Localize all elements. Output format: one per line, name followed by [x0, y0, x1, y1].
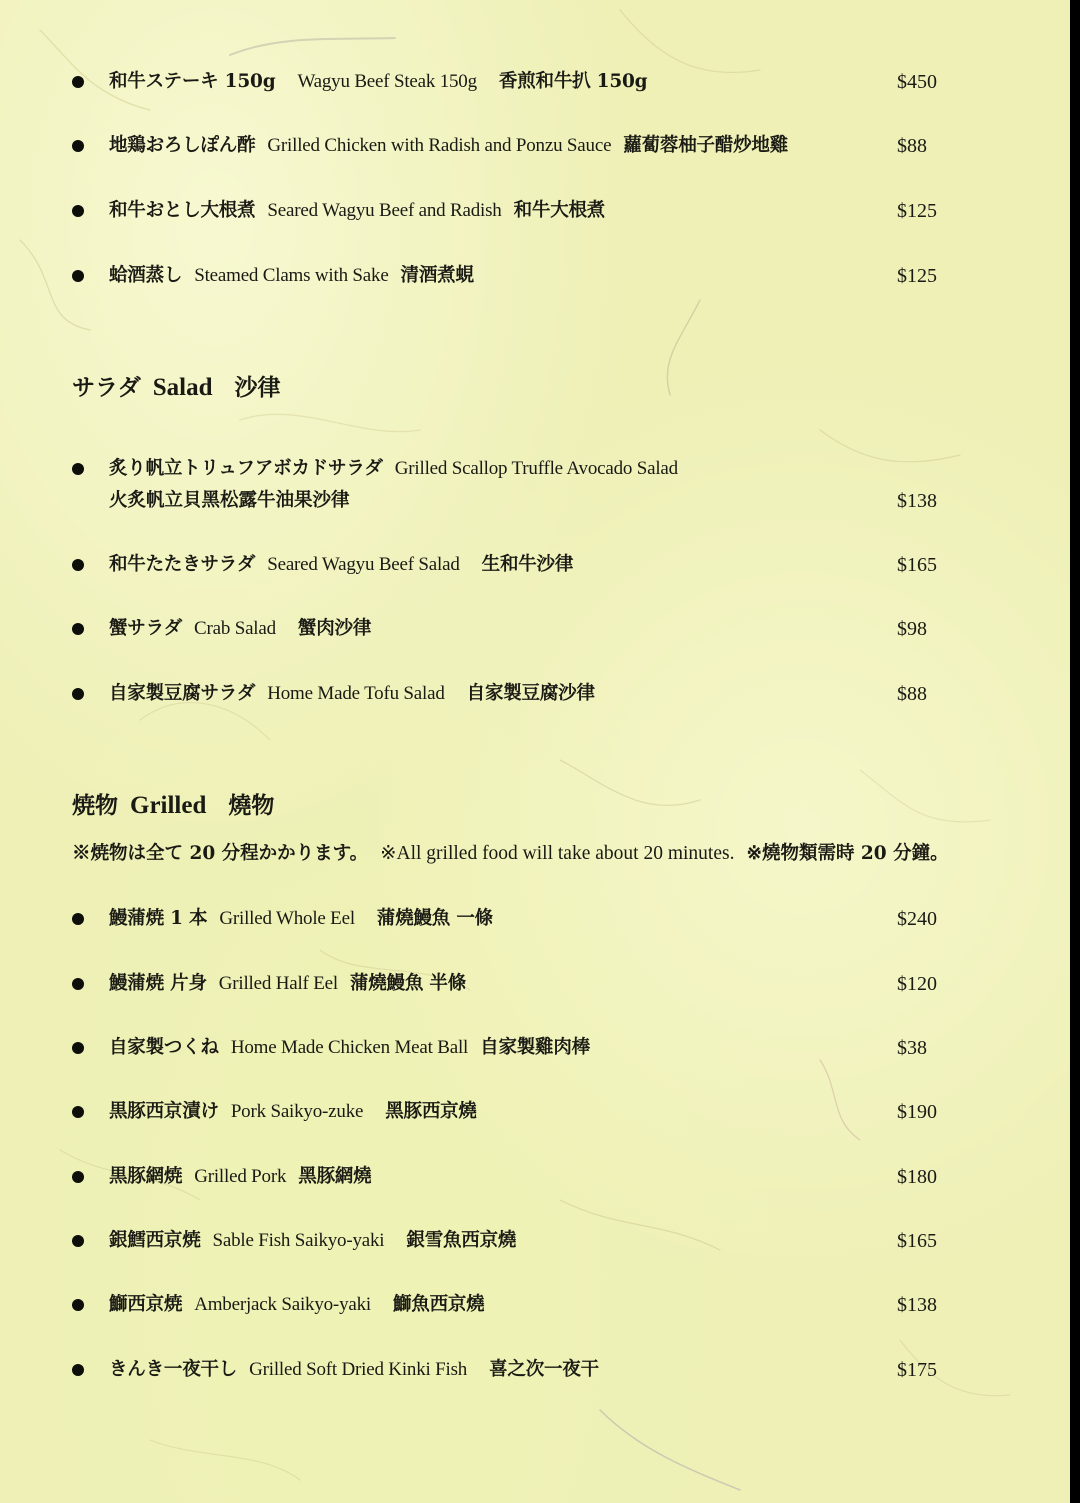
item-name-en: Grilled Soft Dried Kinki Fish	[249, 1359, 468, 1380]
item-name	[109, 263, 474, 289]
item-name-jp: 鰻蒲焼 1 本	[109, 908, 208, 929]
item-name-zh: 生和牛沙律	[481, 554, 574, 575]
item-name-zh: 自家製豆腐沙律	[466, 683, 595, 704]
bullet-icon	[72, 559, 84, 571]
item-name-zh: 清酒煮蜆	[400, 265, 474, 286]
heading-jp: 焼物	[72, 792, 118, 819]
item-name-en: Grilled Pork	[194, 1166, 287, 1187]
item-name-jp: 銀鱈西京焼	[109, 1230, 201, 1251]
bullet-icon	[72, 1299, 84, 1311]
item-name-en: Sable Fish Saikyo-yaki	[212, 1230, 385, 1251]
item-name-jp: 自家製豆腐サラダ	[109, 683, 256, 704]
item-name-jp: 黒豚網焼	[109, 1166, 183, 1187]
item-name	[109, 133, 788, 159]
bullet-icon	[72, 1235, 84, 1247]
item-price: $138	[897, 1294, 937, 1316]
item-name-jp: 地鶏おろしぽん酢	[109, 135, 256, 156]
item-name-jp: 和牛おとし大根煮	[109, 200, 256, 221]
item-name-jp: 和牛ステーキ 150g	[109, 71, 276, 92]
item-name	[109, 906, 493, 932]
bullet-icon	[72, 205, 84, 217]
item-name-zh: 火炙帆立貝黑松露牛油果沙律	[109, 490, 350, 511]
item-name-zh: 香煎和牛扒 150g	[498, 71, 648, 92]
section-heading-salad	[72, 372, 281, 404]
heading-en: Grilled	[130, 792, 207, 819]
item-name-jp: 蛤酒蒸し	[109, 265, 183, 286]
item-price: $120	[897, 973, 937, 995]
item-price: $180	[897, 1166, 937, 1188]
menu-item	[0, 129, 1070, 163]
bullet-icon	[72, 270, 84, 282]
item-name-en: Wagyu Beef Steak 150g	[297, 71, 477, 92]
item-name-en: Grilled Chicken with Radish and Ponzu Sauce	[267, 135, 612, 156]
item-name-jp: 黒豚西京漬け	[109, 1101, 219, 1122]
item-name-en: Home Made Tofu Salad	[267, 683, 445, 704]
bullet-icon	[72, 1364, 84, 1376]
bullet-icon	[72, 1171, 84, 1183]
item-name-jp: きんき一夜干し	[109, 1359, 238, 1380]
bullet-icon	[72, 463, 84, 475]
item-name	[109, 456, 678, 482]
item-name-zh: 蒲燒鰻魚 半條	[349, 973, 466, 994]
item-price: $240	[897, 908, 937, 930]
item-name-jp: 鰻蒲焼 片身	[109, 973, 207, 994]
item-name	[109, 1292, 485, 1318]
menu-item	[0, 65, 1070, 99]
item-name-zh: 銀雪魚西京燒	[406, 1230, 517, 1251]
section-heading-grilled	[72, 790, 274, 822]
item-price: $125	[897, 200, 937, 222]
item-price: $125	[897, 265, 937, 287]
item-price: $450	[897, 71, 937, 93]
heading-jp: サラダ	[72, 374, 141, 401]
item-name-zh: 自家製雞肉棒	[480, 1037, 590, 1058]
item-name	[109, 552, 573, 578]
bullet-icon	[72, 978, 84, 990]
item-price: $38	[897, 1037, 927, 1059]
menu-item	[0, 194, 1070, 228]
item-name-en: Grilled Half Eel	[218, 973, 338, 994]
menu-item	[0, 1095, 1070, 1129]
item-price: $98	[897, 618, 927, 640]
item-name	[109, 971, 466, 997]
menu-item	[0, 452, 1070, 522]
menu-item	[0, 902, 1070, 936]
item-name-jp: 炙り帆立トリュフアボカドサラダ	[109, 458, 383, 479]
item-name	[109, 1164, 371, 1190]
heading-zh: 沙律	[234, 374, 281, 401]
heading-zh: 燒物	[228, 792, 275, 819]
item-name-zh: 蘿蔔蓉柚子醋炒地雞	[623, 135, 789, 156]
item-name	[109, 1035, 590, 1061]
menu-item	[0, 1288, 1070, 1322]
item-name-zh: 和牛大根煮	[513, 200, 606, 221]
bullet-icon	[72, 1042, 84, 1054]
bullet-icon	[72, 76, 84, 88]
menu-item	[0, 548, 1070, 582]
menu-item	[0, 1224, 1070, 1258]
item-price: $175	[897, 1359, 937, 1381]
item-price: $88	[897, 135, 927, 157]
menu-item	[0, 1031, 1070, 1065]
item-name-jp: 蟹サラダ	[109, 618, 183, 639]
item-name-en: Seared Wagyu Beef Salad	[267, 554, 460, 575]
item-name	[109, 1228, 516, 1254]
bullet-icon	[72, 623, 84, 635]
item-name	[109, 1099, 477, 1125]
menu-item	[0, 1353, 1070, 1387]
item-name-jp: 和牛たたきサラダ	[109, 554, 256, 575]
menu-item	[0, 677, 1070, 711]
item-name	[109, 69, 647, 95]
item-name-zh: 鰤魚西京燒	[392, 1294, 485, 1315]
item-name-zh: 黑豚西京燒	[385, 1101, 477, 1122]
bullet-icon	[72, 1106, 84, 1118]
item-name-en: Grilled Whole Eel	[219, 908, 355, 929]
item-name-jp: 鰤西京焼	[109, 1294, 183, 1315]
item-name-en: Home Made Chicken Meat Ball	[230, 1037, 469, 1058]
item-name-en: Steamed Clams with Sake	[194, 265, 389, 286]
item-name-en: Seared Wagyu Beef and Radish	[267, 200, 502, 221]
note-jp: ※焼物は全て 20 分程かかります。	[72, 843, 369, 864]
menu-item	[0, 1160, 1070, 1194]
item-name-en: Amberjack Saikyo-yaki	[194, 1294, 371, 1315]
item-name-en: Grilled Scallop Truffle Avocado Salad	[394, 458, 678, 479]
item-name-en: Pork Saikyo-zuke	[230, 1101, 364, 1122]
item-name-zh: 蒲燒鰻魚 一條	[376, 908, 493, 929]
menu-item	[0, 259, 1070, 293]
item-name	[109, 198, 605, 224]
item-price: $165	[897, 1230, 937, 1252]
item-name	[109, 1357, 599, 1383]
item-price: $165	[897, 554, 937, 576]
heading-en: Salad	[152, 374, 213, 401]
item-name-zh: 蟹肉沙律	[297, 618, 372, 639]
note-zh: ※燒物類需時 20 分鐘。	[746, 843, 949, 864]
item-name-en: Crab Salad	[194, 618, 276, 639]
item-name-zh: 黑豚網燒	[298, 1166, 372, 1187]
item-price: $88	[897, 683, 927, 705]
item-name	[109, 616, 371, 642]
bullet-icon	[72, 913, 84, 925]
note-en: ※All grilled food will take about 20 minutes.	[380, 843, 735, 864]
bullet-icon	[72, 140, 84, 152]
item-price: $138	[897, 490, 937, 512]
grilled-wait-note	[72, 840, 949, 868]
item-price: $190	[897, 1101, 937, 1123]
bullet-icon	[72, 688, 84, 700]
item-name-jp: 自家製つくね	[109, 1037, 219, 1058]
item-name	[109, 681, 595, 707]
menu-item	[0, 967, 1070, 1001]
item-name-zh: 喜之次一夜干	[489, 1359, 599, 1380]
menu-item	[0, 612, 1070, 646]
